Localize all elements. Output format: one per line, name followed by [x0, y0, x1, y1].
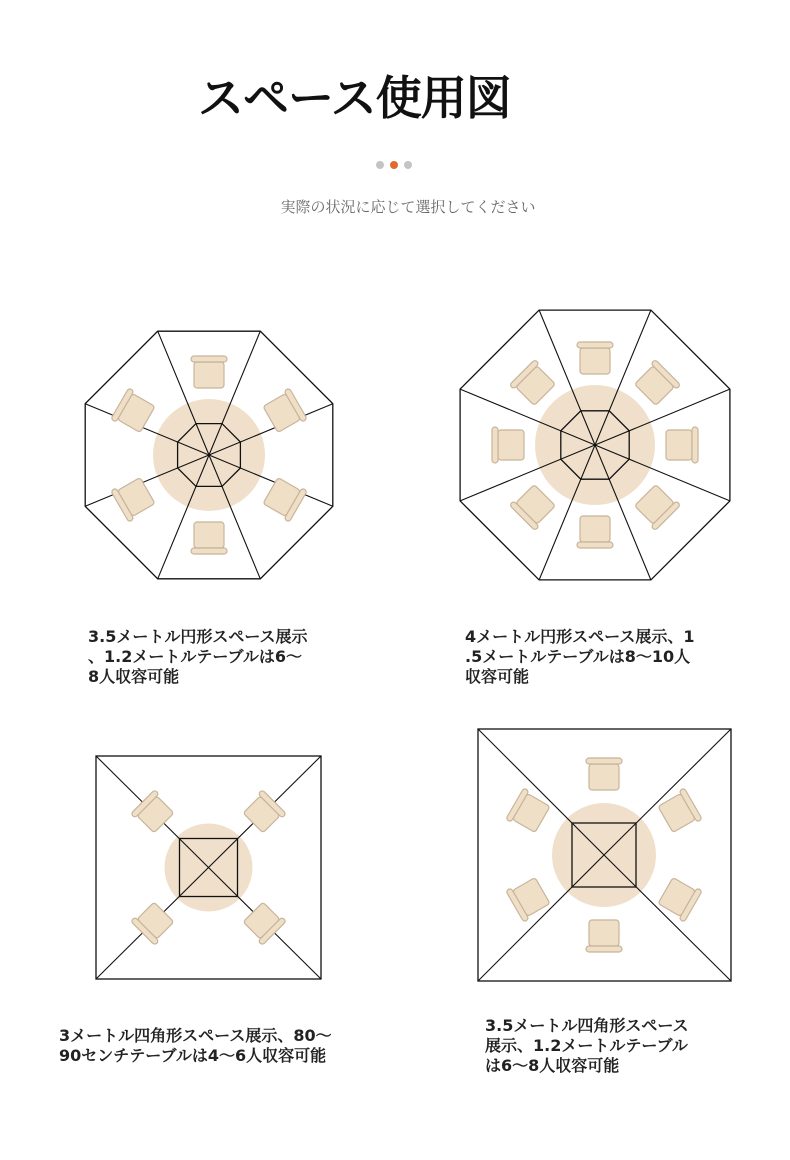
caption-octagon-4m: 4メートル円形スペース展示、1 .5メートルテーブルは8〜10人 収容可能: [465, 627, 695, 686]
chair-backrest: [191, 356, 227, 362]
chair-seat: [635, 366, 675, 406]
tent-seam-line: [604, 855, 731, 981]
chair: [191, 522, 227, 554]
chair-backrest: [586, 946, 622, 952]
tent-seam-line: [604, 729, 731, 855]
chair-seat: [666, 430, 692, 460]
caption-square-3m: 3メートル四角形スペース展示、80〜 90センチテーブルは4〜6人収容可能: [59, 1026, 332, 1065]
chair-seat: [516, 485, 556, 525]
chair-seat: [194, 522, 224, 548]
page-title: スペース使用図: [198, 71, 511, 125]
chair: [509, 359, 557, 407]
chair-seat: [589, 764, 619, 790]
chair-backrest: [492, 427, 498, 463]
chair: [577, 342, 613, 374]
chair-seat: [589, 920, 619, 946]
chair-backrest: [577, 342, 613, 348]
chair-backrest: [191, 548, 227, 554]
tent-seam-line: [478, 855, 604, 981]
chair: [656, 788, 702, 835]
chair: [261, 475, 307, 522]
chair-seat: [635, 485, 675, 525]
chair: [666, 427, 698, 463]
tent-seam-line: [478, 729, 604, 855]
chair-backrest: [577, 542, 613, 548]
chair-seat: [580, 348, 610, 374]
page-subtitle: 実際の状況に応じて選択してください: [280, 198, 536, 216]
chair: [577, 516, 613, 548]
chair-backrest: [692, 427, 698, 463]
chair-seat: [516, 366, 556, 406]
chair: [492, 427, 524, 463]
chair: [632, 359, 680, 407]
chair: [261, 388, 307, 435]
chair: [586, 920, 622, 952]
caption-square-3.5m: 3.5メートル四角形スペース 展示、1.2メートルテーブル は6〜8人収容可能: [485, 1016, 689, 1075]
caption-octagon-3.5m: 3.5メートル円形スペース展示 、1.2メートルテーブルは6〜 8人収容可能: [88, 627, 308, 686]
chair: [656, 875, 702, 922]
chair: [632, 482, 680, 530]
chair-seat: [498, 430, 524, 460]
chair: [111, 475, 157, 522]
chair-seat: [194, 362, 224, 388]
chair: [191, 356, 227, 388]
chair-backrest: [586, 758, 622, 764]
chair-seat: [580, 516, 610, 542]
chair: [111, 388, 157, 435]
chair: [509, 482, 557, 530]
chair: [586, 758, 622, 790]
